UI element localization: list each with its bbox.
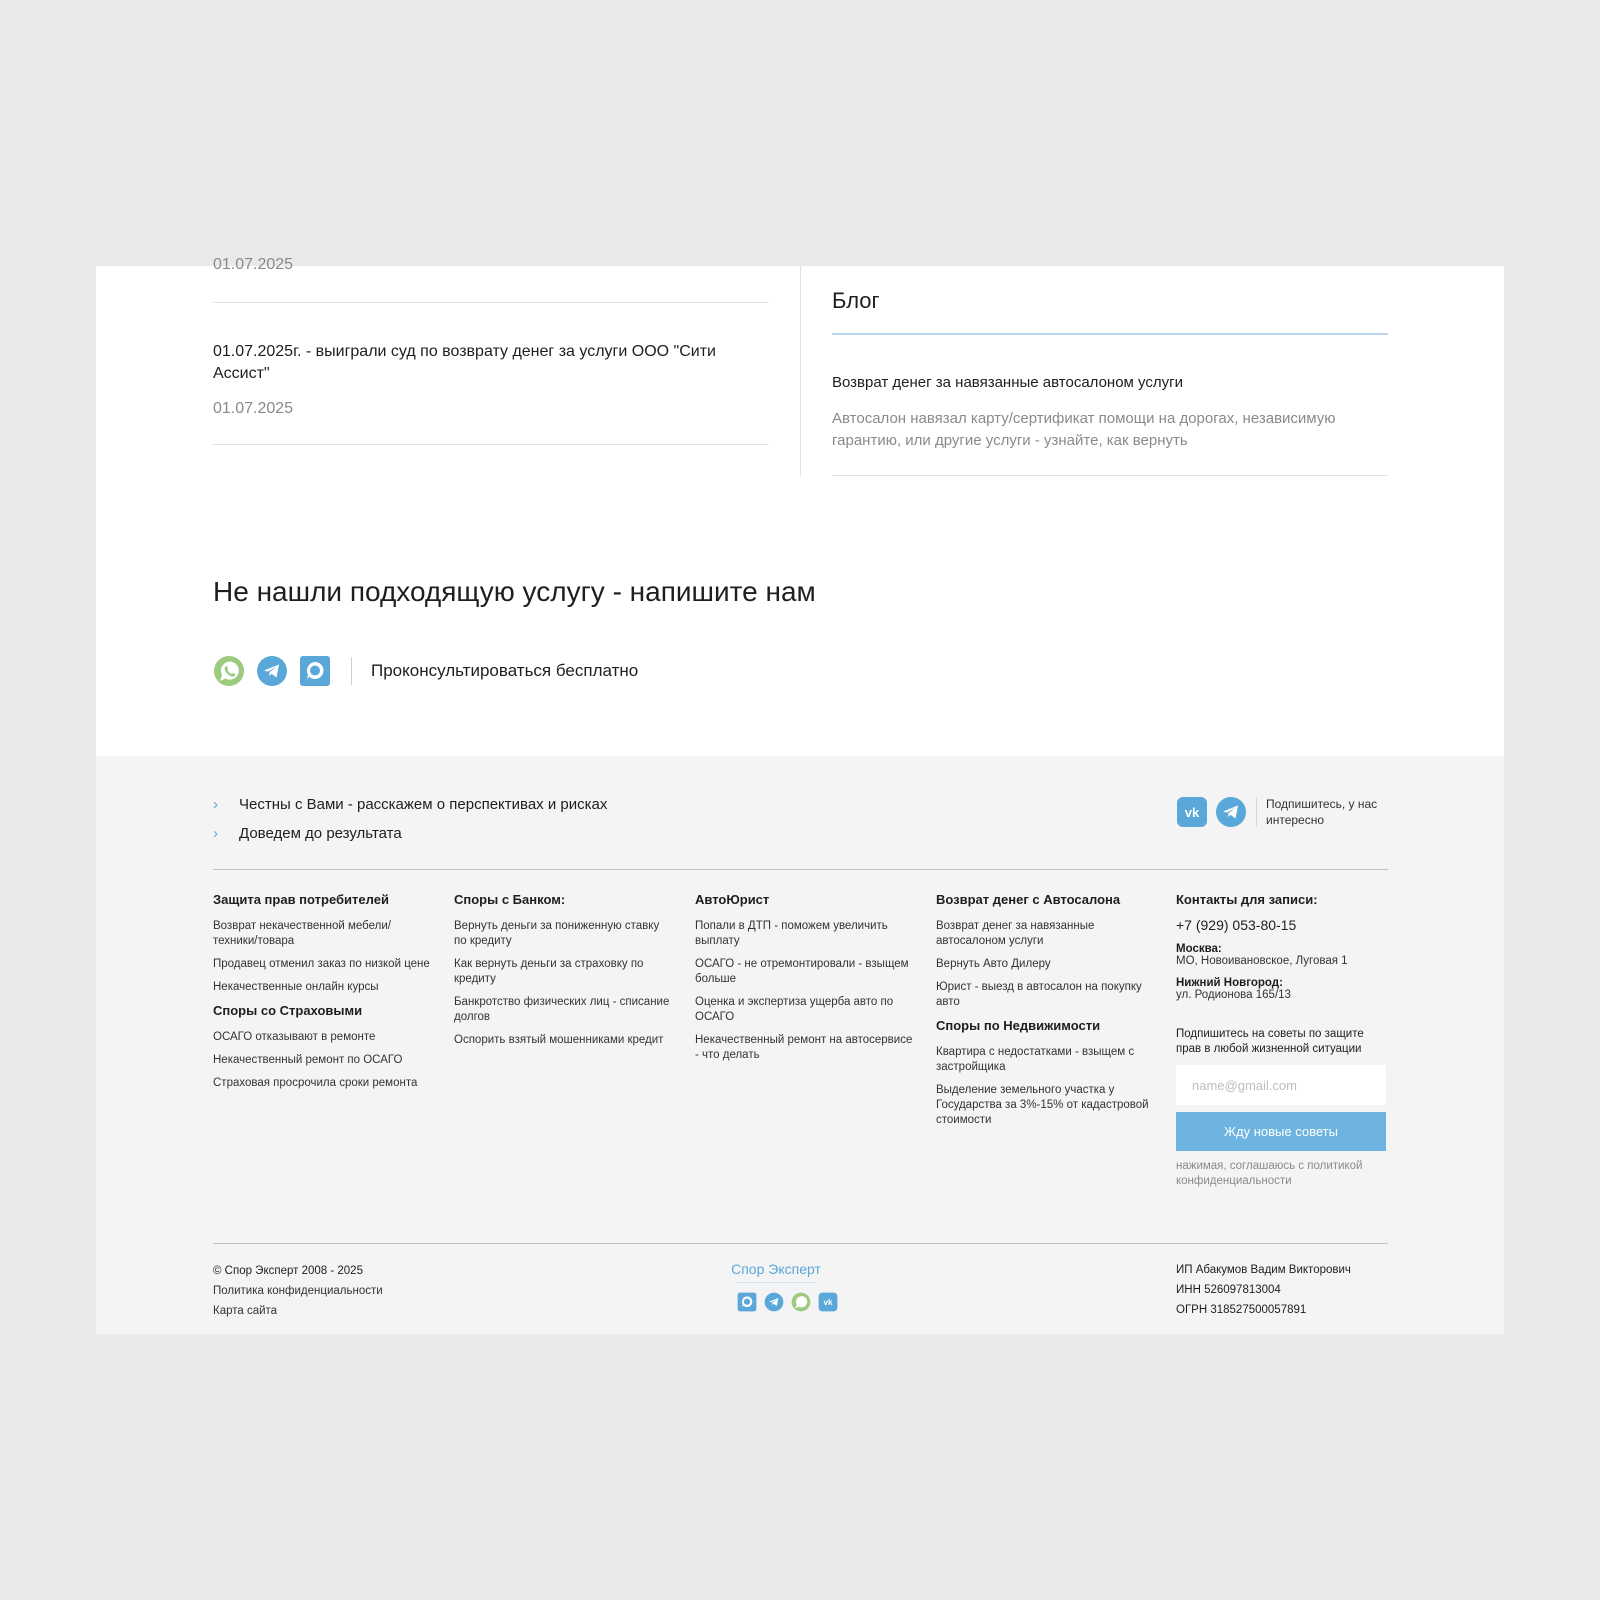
- consent-text: [1176, 1159, 1388, 1189]
- svg-text:vk: vk: [1184, 805, 1200, 820]
- consult-link[interactable]: Проконсультироваться бесплатно: [371, 661, 639, 680]
- footer-link[interactable]: Вернуть Авто Дилеру: [936, 958, 1051, 970]
- column-title: Споры с Банком:: [454, 892, 566, 907]
- owner-name: ИП Абакумов Вадим Викторович: [1176, 1264, 1351, 1276]
- footer-column-bank: [454, 892, 674, 1056]
- chevron-right-icon: ›: [213, 825, 218, 842]
- copyright-block: [213, 1261, 383, 1321]
- sitemap-link[interactable]: Карта сайта: [213, 1305, 278, 1317]
- column-title: АвтоЮрист: [695, 892, 770, 907]
- phone-link[interactable]: +7 (929) 053-80-15: [1176, 917, 1297, 933]
- city-label: Москва:: [1176, 943, 1222, 955]
- footer-contacts: [1176, 892, 1388, 1189]
- divider: [1256, 797, 1257, 827]
- divider: [351, 657, 352, 685]
- email-field[interactable]: [1176, 1065, 1386, 1105]
- cta-heading: Не нашли подходящую услугу - напишите нам: [213, 576, 816, 607]
- benefit-text: Честны с Вами - расскажем о перспективах и рисках: [239, 796, 608, 813]
- copyright: © Спор Эксперт 2008 - 2025: [213, 1265, 363, 1277]
- footer-link[interactable]: ОСАГО отказывают в ремонте: [213, 1031, 376, 1043]
- blog-heading-underline: [832, 333, 1388, 335]
- divider: [832, 475, 1388, 476]
- privacy-policy-link[interactable]: Политика конфиденциальности: [213, 1285, 383, 1297]
- telegram-icon[interactable]: [256, 655, 288, 687]
- footer-link[interactable]: Оценка и экспертиза ущерба авто по ОСАГО: [695, 996, 894, 1023]
- svg-text:vk: vk: [823, 1298, 833, 1308]
- footer-column-autosalon: [936, 892, 1156, 1136]
- telegram-icon[interactable]: [1215, 796, 1247, 828]
- page-card: [96, 256, 1504, 1334]
- legal-info: [1176, 1260, 1351, 1320]
- subscribe-text: Подпишитесь, у нас интересно: [1266, 797, 1378, 827]
- contacts-title: Контакты для записи:: [1176, 892, 1318, 907]
- brand-name[interactable]: Спор Эксперт: [731, 1261, 821, 1277]
- footer-link[interactable]: Попали в ДТП - поможем увеличить выплату: [695, 920, 888, 947]
- footer-link[interactable]: Некачественный ремонт на автосервисе - что делать: [695, 1034, 913, 1061]
- footer-link[interactable]: Вернуть деньги за пониженную ставку по кредиту: [454, 920, 660, 947]
- brand-underline: [736, 1282, 816, 1283]
- chevron-right-icon: ›: [213, 796, 218, 813]
- column-title: Возврат денег с Автосалона: [936, 892, 1121, 907]
- benefit-item: [213, 825, 402, 842]
- column-divider: [800, 266, 801, 476]
- footer-link[interactable]: Как вернуть деньги за страховку по кредиту: [454, 958, 644, 985]
- footer-column-consumer: [213, 892, 433, 1099]
- telegram-icon[interactable]: [764, 1292, 784, 1312]
- consent-prefix: нажимая, соглашаюсь с: [1176, 1160, 1308, 1172]
- footer-link[interactable]: ОСАГО - не отремонтировали - взыщем больше: [695, 958, 909, 985]
- whatsapp-icon[interactable]: [791, 1292, 811, 1312]
- chat-icon[interactable]: [737, 1292, 757, 1312]
- address: ул. Родионова 165/13: [1176, 989, 1291, 1001]
- footer-link[interactable]: Возврат денег за навязанные автосалоном услуги: [936, 920, 1095, 947]
- blog-post-title[interactable]: Возврат денег за навязанные автосалоном услуги: [832, 374, 1183, 391]
- column-title: Защита прав потребителей: [213, 892, 389, 907]
- vk-icon[interactable]: [818, 1292, 838, 1312]
- subscribe-button[interactable]: Жду новые советы: [1176, 1112, 1386, 1151]
- footer-link[interactable]: Некачественный ремонт по ОСАГО: [213, 1054, 403, 1066]
- footer-column-auto-lawyer: [695, 892, 915, 1071]
- vk-icon[interactable]: [1176, 796, 1208, 828]
- footer-social-icons: [737, 1292, 845, 1312]
- chat-icon[interactable]: [299, 655, 331, 687]
- footer-link[interactable]: Возврат некачественной мебели/техники/товара: [213, 920, 391, 947]
- footer-divider: [213, 869, 1388, 870]
- newsletter-note: Подпишитесь на советы по защите прав в любой жизненной ситуации: [1176, 1028, 1364, 1055]
- footer-bottom-divider: [213, 1243, 1388, 1244]
- divider: [213, 444, 769, 445]
- city-label: Нижний Новгород:: [1176, 977, 1283, 989]
- ogrn: ОГРН 318527500057891: [1176, 1304, 1307, 1316]
- news-date: 01.07.2025: [213, 400, 294, 417]
- footer: [96, 756, 1504, 1334]
- column-title: Споры со Страховыми: [213, 1003, 363, 1018]
- address: МО, Новоивановское, Луговая 1: [1176, 955, 1348, 967]
- footer-link[interactable]: Выделение земельного участка у Государства за 3%-15% от кадастровой стоимости: [936, 1084, 1149, 1126]
- social-subscribe: [1176, 796, 1396, 828]
- footer-link[interactable]: Квартира с недостатками - взыщем с застройщика: [936, 1046, 1135, 1073]
- blog-heading: Блог: [832, 288, 880, 313]
- footer-link[interactable]: Некачественные онлайн курсы: [213, 981, 379, 993]
- privacy-link[interactable]: политикой конфиденциальности: [1176, 1160, 1363, 1187]
- news-item-title[interactable]: 01.07.2025г. - выиграли суд по возврату денег за услуги ООО "Сити Ассист": [213, 343, 716, 382]
- inn: ИНН 526097813004: [1176, 1284, 1281, 1296]
- blog-post-description: Автосалон навязал карту/сертификат помощи на дорогах, независимую гарантию, или другие услуги - узнайте, как вернуть: [832, 410, 1336, 449]
- column-title: Споры по Недвижимости: [936, 1018, 1101, 1033]
- whatsapp-icon[interactable]: [213, 655, 245, 687]
- benefit-item: [213, 796, 607, 813]
- footer-link[interactable]: Оспорить взятый мошенниками кредит: [454, 1034, 664, 1046]
- divider: [213, 302, 769, 303]
- footer-link[interactable]: Страховая просрочила сроки ремонта: [213, 1077, 418, 1089]
- footer-link[interactable]: Банкротство физических лиц - списание долгов: [454, 996, 670, 1023]
- cta-contact-row: [213, 654, 638, 688]
- news-date: 01.07.2025: [213, 256, 294, 273]
- footer-link[interactable]: Продавец отменил заказ по низкой цене: [213, 958, 430, 970]
- footer-link[interactable]: Юрист - выезд в автосалон на покупку авто: [936, 981, 1142, 1008]
- benefit-text: Доведем до результата: [239, 825, 402, 842]
